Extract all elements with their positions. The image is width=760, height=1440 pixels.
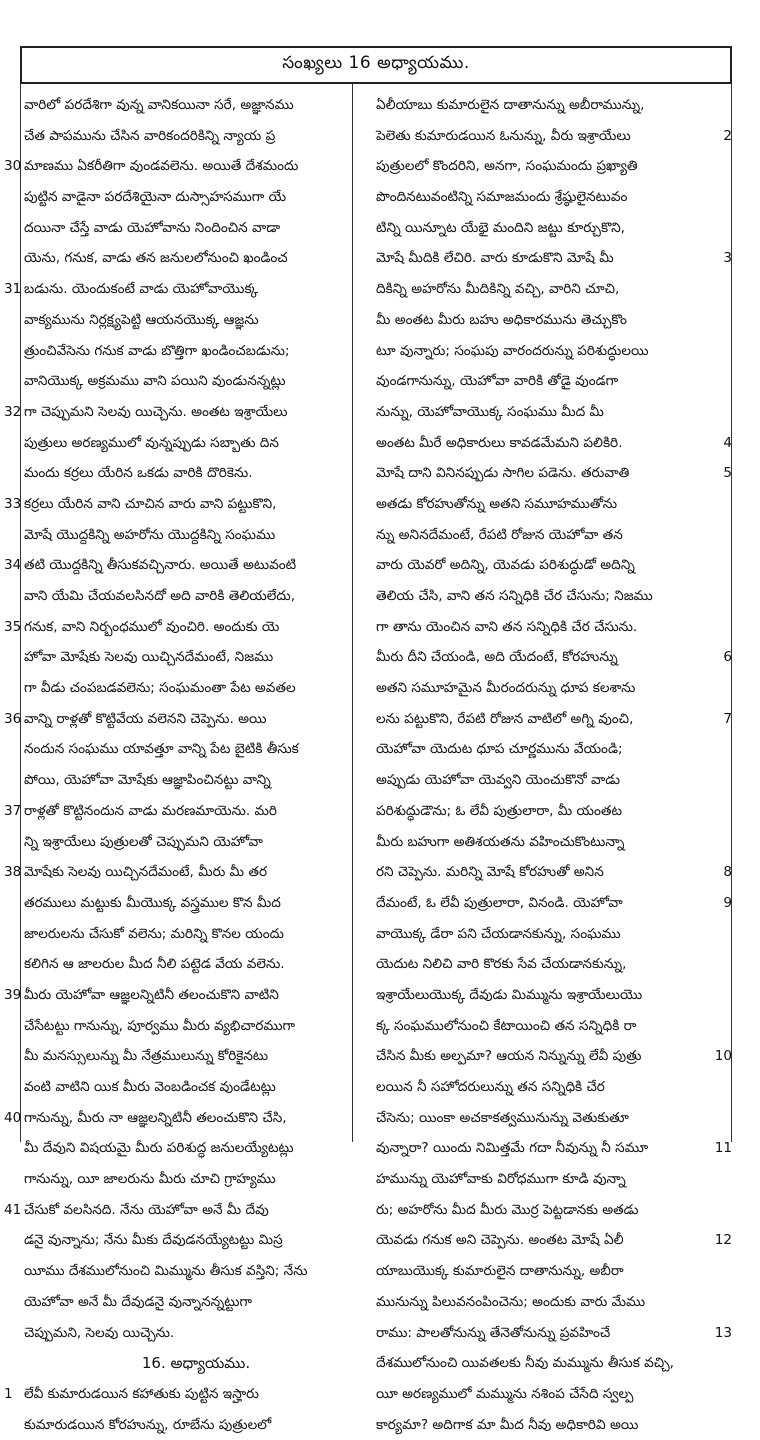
text-line bbox=[24, 428, 368, 459]
line-text: టిన్ని యిన్నూట యేభై మందిని జట్టు కూర్చుకొని, bbox=[376, 219, 625, 236]
text-line bbox=[376, 857, 732, 888]
line-text: హమున్ను యెహోవాకు విరోధముగా కూడి వున్నా bbox=[376, 1171, 626, 1188]
line-text: వానియొక్క అక్రమము వాని పయిని వుండునన్నట్లు bbox=[24, 373, 286, 390]
line-text: గానున్ను, యీ జాలరును మీరు చూచి గ్రాహ్యము bbox=[24, 1171, 276, 1188]
verse-number: 5 bbox=[723, 465, 732, 482]
verse-number: 31 bbox=[4, 281, 22, 298]
text-line bbox=[376, 1410, 716, 1440]
verse-number: 30 bbox=[4, 158, 22, 175]
line-text: వుండగానున్ను, యెహోవా వారికి తోడై వుండగా bbox=[376, 373, 619, 390]
line-text: టూ వున్నారు; సంఘపు వారందరున్ను పరిశుద్ధులయి bbox=[376, 342, 649, 359]
text-line bbox=[376, 151, 716, 182]
line-text: నున్ను, యెహోవాయొక్క సంఘము మీద మీ bbox=[376, 403, 604, 420]
line-text: గా చెప్పుమని సెలవు యిచ్చెను. అంతట ఇశ్రాయేలు bbox=[24, 403, 288, 420]
text-line bbox=[4, 489, 368, 520]
line-text: పొందినటువంటిన్ని సమాజమందు శ్రేష్ఠులైనటువం bbox=[376, 189, 628, 206]
verse-number: 7 bbox=[723, 710, 732, 727]
text-line bbox=[24, 949, 368, 980]
text-line bbox=[376, 274, 716, 305]
text-line bbox=[376, 1348, 716, 1379]
line-text: తరములు మట్టుకు మీయొక్క వస్త్రముల కొన మీద bbox=[24, 894, 281, 911]
verse-number: 1 bbox=[4, 1385, 13, 1402]
text-line bbox=[4, 550, 368, 581]
text-line bbox=[24, 673, 368, 704]
text-line bbox=[24, 458, 368, 489]
line-text: యెను, గనుక, వాడు తన జనులలోనుంచి ఖండించ bbox=[24, 250, 288, 267]
line-text: పరిశుద్ధుడౌను; ఓ లేవీ పుత్రులారా, మీ యంతట bbox=[376, 802, 622, 819]
line-text: పోయి, యెహోవా మోషేకు ఆజ్ఞాపించినట్టు వాన్ని bbox=[24, 772, 271, 789]
text-line bbox=[4, 397, 368, 428]
text-line bbox=[376, 765, 716, 796]
text-line bbox=[376, 1011, 716, 1042]
text-line bbox=[376, 1133, 732, 1164]
line-text: నందున సంఘము యావత్తూ వాన్ని పేట బైటికి తీసుక bbox=[24, 741, 299, 758]
line-text: మీ అంతట మీరు బహు అధికారమును తెచ్చుకొం bbox=[376, 311, 627, 328]
line-text: యీ అరణ్యములో మమ్మును నశింప చేసేది స్వల్ప bbox=[376, 1385, 634, 1402]
line-text: దేమంటే, ఓ లేవీ పుత్రులారా, వినండి. యెహోవా bbox=[376, 894, 623, 911]
line-text: మీరు దీని చేయండి, అది యేదంటే, కోరహున్ను bbox=[376, 649, 618, 666]
text-line bbox=[376, 458, 732, 489]
line-text: మీరు యెహోవా ఆజ్ఞలన్నిటినీ తలంచుకొని వాటిని bbox=[24, 986, 279, 1003]
line-text: క్క సంఘములోనుంచి కేటాయించి తన సన్నిధికి రా bbox=[376, 1017, 637, 1034]
line-text: మోషే యొద్దకిన్ని అహరోను యొద్దకిన్ని సంఘము bbox=[24, 526, 276, 543]
right-column bbox=[376, 90, 732, 1440]
line-text: డనై వున్నాను; నేను మీకు దేవుడనయ్యేటట్టు మిస్ర bbox=[24, 1232, 283, 1249]
text-line bbox=[24, 765, 368, 796]
text-line bbox=[24, 1410, 368, 1440]
verse-number: 10 bbox=[714, 1048, 732, 1065]
line-text: చేసిన మీకు అల్పమా? ఆయన నిన్నున్ను లేవీ పుత్రు bbox=[376, 1048, 642, 1065]
line-text: పుత్రులు అరణ్యములో వున్నప్పుడు సబ్బాతు దిన bbox=[24, 434, 279, 451]
text-line bbox=[376, 949, 716, 980]
line-text: అతడు కోరహుతోన్ను అతని సమూహముతోను bbox=[376, 495, 618, 512]
line-text: గా తాను యెంచిన వాని తన సన్నిధికి చేర చేసును. bbox=[376, 618, 638, 635]
line-text: మోషేకు సెలవు యిచ్చినదేమంటే, మీరు మీ తర bbox=[24, 864, 268, 881]
text-line bbox=[24, 1287, 368, 1318]
verse-number: 9 bbox=[723, 894, 732, 911]
text-line bbox=[24, 305, 368, 336]
verse-number: 37 bbox=[4, 802, 22, 819]
line-text: అప్పుడు యెహోవా యెవ్వని యెంచుకొనో వాడు bbox=[376, 772, 621, 789]
line-text: పుత్రులలో కొందరిని, అనగా, సంఘమందు ప్రఖ్యాతి bbox=[376, 158, 638, 175]
text-line bbox=[24, 213, 368, 244]
text-line bbox=[376, 121, 732, 152]
line-text: ఇశ్రాయేలుయొక్క దేవుడు మిమ్మును ఇశ్రాయేలుయొ bbox=[376, 986, 643, 1003]
line-text: చేత పాపమును చేసిన వారికందరికిన్ని న్యాయ ప్ర bbox=[24, 127, 276, 144]
verse-number: 38 bbox=[4, 864, 22, 881]
text-line bbox=[376, 520, 716, 551]
text-line bbox=[4, 796, 368, 827]
text-line bbox=[24, 1072, 368, 1103]
text-line bbox=[24, 734, 368, 765]
text-line bbox=[24, 1225, 368, 1256]
verse-number: 3 bbox=[723, 250, 732, 267]
text-line bbox=[376, 1287, 716, 1318]
text-line bbox=[24, 90, 368, 121]
text-line bbox=[376, 673, 716, 704]
text-line bbox=[376, 243, 732, 274]
verse-number: 2 bbox=[723, 127, 732, 144]
line-text: గా వీడు చంపబడవలెను; సంఘమంతా పేట అవతల bbox=[24, 680, 296, 697]
line-text: వంటి వాటిని యిక మీరు వెంబడించక వుండేటట్లు bbox=[24, 1079, 276, 1095]
line-text: గానున్ను, మీరు నా ఆజ్ఞలన్నిటినీ తలంచుకొని చేసి, bbox=[24, 1109, 287, 1126]
line-text: అతని సమూహమైన మీరందరున్ను ధూప కలశాను bbox=[376, 680, 636, 697]
line-text: జాలరులను చేసుకో వలెను; మరిన్ని కొనల యందు bbox=[24, 925, 284, 942]
line-text: రాళ్లతో కొట్టినందున వాడు మరణమాయెను. మరి bbox=[24, 802, 277, 819]
line-text: బడును. యెందుకంటే వాడు యెహోవాయొక్క bbox=[24, 281, 259, 298]
text-line bbox=[4, 1379, 368, 1410]
line-text: యెదుట నిలిచి వారి కొరకు సేవ చేయడానకున్ను, bbox=[376, 956, 627, 973]
line-text: వాక్యమును నిర్లక్ష్యపెట్టి ఆయనయొక్క ఆజ్ఞను bbox=[24, 311, 259, 328]
line-text: యెవడు గనుక అని చెప్పెను. అంతట మోషే ఏలీ bbox=[376, 1232, 624, 1249]
text-line bbox=[4, 704, 368, 735]
text-line bbox=[24, 1041, 368, 1072]
text-line bbox=[376, 1195, 716, 1226]
text-line bbox=[24, 121, 368, 152]
line-text: పెలెతు కుమారుడయిన ఓనున్ను, వీరు ఇశ్రాయేలు bbox=[376, 127, 631, 144]
verse-number: 11 bbox=[714, 1140, 732, 1157]
line-text: యాబుయొక్క కుమారులైన దాతానున్ను, అబీరా bbox=[376, 1263, 624, 1280]
line-text: వారు యెవరో అదిన్ని, యెవడు పరిశుద్ధుడో అదిన్ని bbox=[376, 557, 635, 574]
line-text: రని చెప్పెను. మరిన్ని మోషే కోరహుతో అనిన bbox=[376, 864, 604, 881]
line-text: మోషే మీదికి లేచిరి. వారు కూడుకొని మోషే మీ bbox=[376, 250, 614, 267]
text-line bbox=[376, 336, 716, 367]
verse-number: 34 bbox=[4, 557, 22, 574]
left-column bbox=[4, 90, 368, 1440]
text-line bbox=[376, 734, 716, 765]
text-line bbox=[24, 1164, 368, 1195]
line-text: కలిగిన ఆ జాలరుల మీద నీలి పట్టెడ వేయ వలెను. bbox=[24, 956, 285, 973]
page-title: సంఖ్యలు 16 అధ్యాయము. bbox=[282, 53, 470, 73]
line-text: అంతట మీరే అధికారులు కావడమేమని పలికిరి. bbox=[376, 434, 623, 451]
text-line bbox=[376, 796, 716, 827]
line-text: కర్రలు యేరిన వాని చూచిన వారు వాని పట్టుకొని, bbox=[24, 495, 277, 512]
line-text: వాన్ని రాళ్లతో కొట్టివేయ వలెనని చెప్పెను. అయి bbox=[24, 710, 267, 727]
line-text: హోవా మోషేకు సెలవు యిచ్చినదేమంటే, నిజము bbox=[24, 649, 274, 666]
text-line bbox=[4, 1103, 368, 1134]
text-line bbox=[376, 213, 716, 244]
line-text: వున్నారా? యిందు నిమిత్తమే గదా నీవున్ను నీ సమూ bbox=[376, 1140, 649, 1157]
line-text: త్రుంచివేసెను గనుక వాడు బొత్తిగా ఖండించబడును; bbox=[24, 342, 290, 359]
text-line bbox=[4, 1195, 368, 1226]
text-line bbox=[376, 1256, 716, 1287]
chapter-heading: 16. అధ్యాయము. bbox=[141, 1354, 251, 1373]
line-text: మీరు బహుగా అతిశయతను వహించుకొంటున్నా bbox=[376, 833, 625, 850]
text-line bbox=[376, 1072, 716, 1103]
line-text: గనుక, వాని నిర్బంధములో వుంచిరి. అందుకు యె bbox=[24, 618, 280, 635]
line-text: లయిన నీ సహోదరులున్ను తన సన్నిధికి చేర bbox=[376, 1079, 605, 1095]
line-text: దయినా చేస్తే వాడు యెహోవాను నిందించిన వాడా bbox=[24, 219, 281, 236]
text-line bbox=[24, 919, 368, 950]
line-text: ఏలీయాబు కుమారులైన దాతానున్ను అబీరామున్ను, bbox=[376, 97, 645, 113]
text-line bbox=[376, 1041, 732, 1072]
text-line bbox=[376, 550, 716, 581]
verse-number: 13 bbox=[714, 1324, 732, 1341]
line-text: యీము దేశములోనుంచి మిమ్మును తీసుక వస్తిని; నేను bbox=[24, 1263, 308, 1280]
text-line bbox=[376, 489, 716, 520]
verse-number: 39 bbox=[4, 986, 22, 1003]
text-line bbox=[376, 90, 716, 121]
verse-number: 8 bbox=[723, 864, 732, 881]
text-line bbox=[376, 366, 716, 397]
text-line bbox=[376, 1318, 732, 1349]
line-text: మీ దేవుని విషయమై మీరు పరిశుద్ధ జనులయ్యేటట్లు bbox=[24, 1140, 294, 1157]
verse-number: 33 bbox=[4, 495, 22, 512]
text-line bbox=[24, 581, 368, 612]
line-text: మందు కర్రలు యేరిన ఒకడు వారికి దొరికెను. bbox=[24, 465, 253, 482]
text-line bbox=[4, 274, 368, 305]
verse-number: 12 bbox=[714, 1232, 732, 1249]
verse-number: 36 bbox=[4, 710, 22, 727]
line-text: యెహోవా అనే మీ దేవుడనై వున్నానన్నట్టుగా bbox=[24, 1293, 252, 1310]
text-line bbox=[24, 1318, 368, 1349]
line-text: లను పట్టుకొని, రేపటి రోజున వాటిలో అగ్ని వుంచి, bbox=[376, 710, 634, 727]
verse-number: 35 bbox=[4, 618, 22, 635]
line-text: తెలియ చేసి, వాని తన సన్నిధికి చేర చేసును; నిజము bbox=[376, 588, 653, 604]
text-line bbox=[376, 888, 732, 919]
text-line bbox=[4, 612, 368, 643]
line-text: చేసెను; యింకా అచకాకత్వమునున్ను వెతుకుతూ bbox=[376, 1109, 629, 1126]
line-text: మాణము ఏకరీతిగా వుండవలెను. అయితే దేశమందు bbox=[24, 158, 299, 175]
line-text: కుమారుడయిన కోరహున్ను, రూబేను పుత్రులలో bbox=[24, 1416, 272, 1433]
verse-number: 6 bbox=[723, 649, 732, 666]
text-line bbox=[24, 366, 368, 397]
text-line bbox=[24, 1011, 368, 1042]
line-text: యెహోవా యెదుట ధూప చూర్ణమును వేయండి; bbox=[376, 741, 623, 758]
text-line bbox=[24, 888, 368, 919]
line-text: మోషే దాని వినినప్పుడు సాగిల పడెను. తరువాతి bbox=[376, 465, 630, 482]
text-line bbox=[4, 857, 368, 888]
text-line bbox=[376, 704, 732, 735]
page-header bbox=[20, 46, 732, 84]
text-line bbox=[24, 520, 368, 551]
text-line bbox=[376, 642, 732, 673]
line-text: మీ మనస్సులున్ను మీ నేత్రములున్ను కోరికైనటు bbox=[24, 1048, 269, 1065]
line-text: పుట్టిన వాడైనా పరదేశియైనా దుస్సాహసముగా యే bbox=[24, 189, 287, 206]
text-line bbox=[376, 827, 716, 858]
line-text: కార్యమా? అదిగాక మా మీద నీవు అధికారివి అయి bbox=[376, 1416, 639, 1433]
text-line bbox=[376, 980, 716, 1011]
line-text: వారిలో పరదేశిగా వున్న వానికయినా సరే, అజ్ఞానము bbox=[24, 97, 294, 113]
text-line bbox=[376, 1103, 716, 1134]
line-text: రు; అహరోను మీద మీరు మొర్ర పెట్టడానకు అతడు bbox=[376, 1201, 639, 1218]
text-line bbox=[376, 581, 716, 612]
line-text: రాము: పాలతోనున్ను తేనెతోనున్ను ప్రవహించే bbox=[376, 1324, 611, 1341]
text-line bbox=[4, 980, 368, 1011]
text-line bbox=[376, 1225, 732, 1256]
line-text: వాయొక్క డేరా పని చేయడానకున్ను, సంఘము bbox=[376, 925, 621, 942]
line-text: వాని యేమి చేయవలసినదో అది వారికి తెలియలేదు, bbox=[24, 588, 296, 604]
text-line bbox=[376, 1379, 716, 1410]
line-text: చెప్పుమని, సెలవు యిచ్చెను. bbox=[24, 1324, 175, 1341]
text-line bbox=[376, 305, 716, 336]
text-line bbox=[24, 336, 368, 367]
verse-number: 40 bbox=[4, 1109, 22, 1126]
verse-number: 32 bbox=[4, 403, 22, 420]
text-line bbox=[4, 151, 368, 182]
text-line bbox=[24, 1256, 368, 1287]
line-text: దికిన్ని అహరోను మీదికిన్ని వచ్చి, వారిని చూచి, bbox=[376, 281, 620, 298]
line-text: చేసేటట్టు గానున్ను, పూర్వము మీరు వ్యభిచారముగా bbox=[24, 1017, 296, 1034]
text-line bbox=[376, 397, 716, 428]
line-text: చేసుకో వలసినది. నేను యెహోవా అనే మీ దేవు bbox=[24, 1201, 269, 1218]
text-line bbox=[376, 182, 716, 213]
text-line bbox=[376, 612, 716, 643]
line-text: మునున్ను పిలువనంపించెను; అందుకు వారు మేము bbox=[376, 1293, 646, 1310]
verse-number: 4 bbox=[723, 434, 732, 451]
line-text: న్ని ఇశ్రాయేలు పుత్రులతో చెప్పుమని యెహోవా bbox=[24, 833, 263, 850]
line-text: న్ను అనినదేమంటే, రేపటి రోజున యెహోవా తన bbox=[376, 526, 623, 543]
line-text: లేవీ కుమారుడయిన కహాతుకు పుట్టిన ఇస్హారు bbox=[24, 1385, 259, 1402]
text-line bbox=[24, 182, 368, 213]
text-line bbox=[24, 243, 368, 274]
text-line bbox=[24, 1133, 368, 1164]
text-line bbox=[376, 919, 716, 950]
verse-number: 41 bbox=[4, 1201, 22, 1218]
text-line bbox=[24, 827, 368, 858]
text-line bbox=[376, 1164, 716, 1195]
text-line bbox=[24, 642, 368, 673]
text-line bbox=[376, 428, 732, 459]
line-text: దేశములోనుంచి యివతలకు నీవు మమ్మును తీసుక వచ్చి, bbox=[376, 1355, 674, 1372]
line-text: తటి యొద్దకిన్ని తీసుకవచ్చినారు. అయితే అటువంటి bbox=[24, 557, 297, 574]
